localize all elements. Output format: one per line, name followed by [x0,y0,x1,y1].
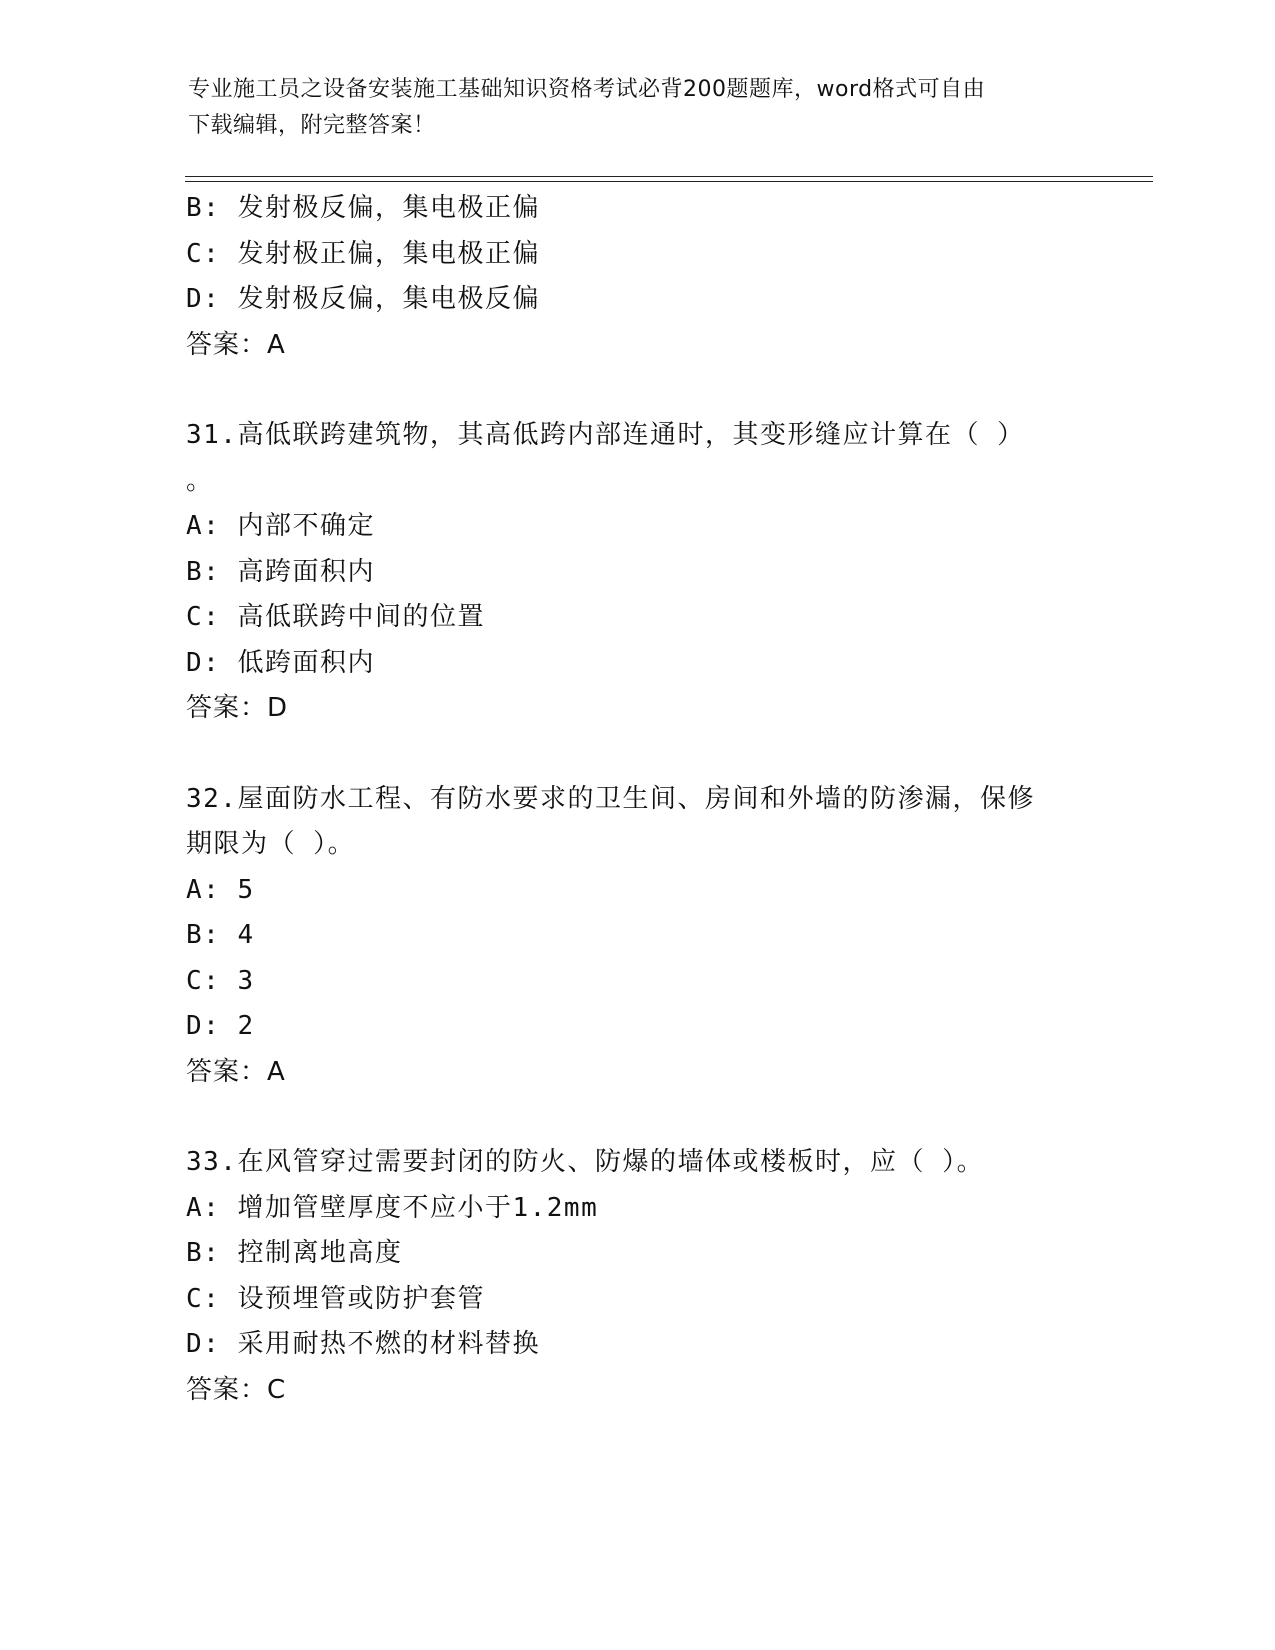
option-c: C: 高低联跨中间的位置 [186,602,485,632]
header-divider-top [185,176,1153,177]
question-33 [186,1140,1086,1413]
spacer [186,1095,1086,1140]
answer: 答案：A [186,329,286,360]
option-a: A: 5 [186,874,255,905]
question-text-continued: 期限为（ ）。 [186,829,356,859]
question-text: 32.屋面防水工程、有防水要求的卫生间、房间和外墙的防渗漏，保修 [186,783,1035,814]
spacer [186,368,1086,413]
option-c: C: 3 [186,965,255,996]
header-line-2: 下载编辑，附完整答案！ [188,113,436,138]
answer: 答案：C [186,1374,287,1405]
option-b: B: 控制离地高度 [186,1238,403,1268]
question-text: 31.高低联跨建筑物，其高低跨内部连通时，其变形缝应计算在（ ） [186,420,1025,450]
option-c: C: 发射极正偏，集电极正偏 [186,238,540,269]
option-c: C: 设预埋管或防护套管 [186,1283,485,1314]
option-d: D: 2 [186,1011,255,1041]
option-d: D: 发射极反偏，集电极反偏 [186,284,540,314]
question-text: 33.在风管穿过需要封闭的防火、防爆的墙体或楼板时，应（ ）。 [186,1147,985,1177]
option-b: B: 发射极反偏，集电极正偏 [186,193,540,223]
option-b: B: 高跨面积内 [186,556,375,587]
question-31 [186,413,1086,732]
document-header [188,72,1088,144]
option-a: A: 内部不确定 [186,511,375,541]
question-30 [186,186,1086,368]
option-d: D: 采用耐热不燃的材料替换 [186,1329,540,1359]
option-a: A: 增加管壁厚度不应小于1.2mm [186,1192,599,1223]
question-32 [186,777,1086,1096]
question-text-continued: 。 [186,465,214,496]
header-divider-bottom [185,181,1153,182]
answer: 答案：D [186,693,289,723]
option-b: B: 4 [186,920,255,950]
answer: 答案：A [186,1056,286,1087]
header-line-1: 专业施工员之设备安装施工基础知识资格考试必背200题题库，word格式可自由 [188,77,986,102]
question-list [186,186,1086,1413]
option-d: D: 低跨面积内 [186,647,375,678]
spacer [186,732,1086,777]
